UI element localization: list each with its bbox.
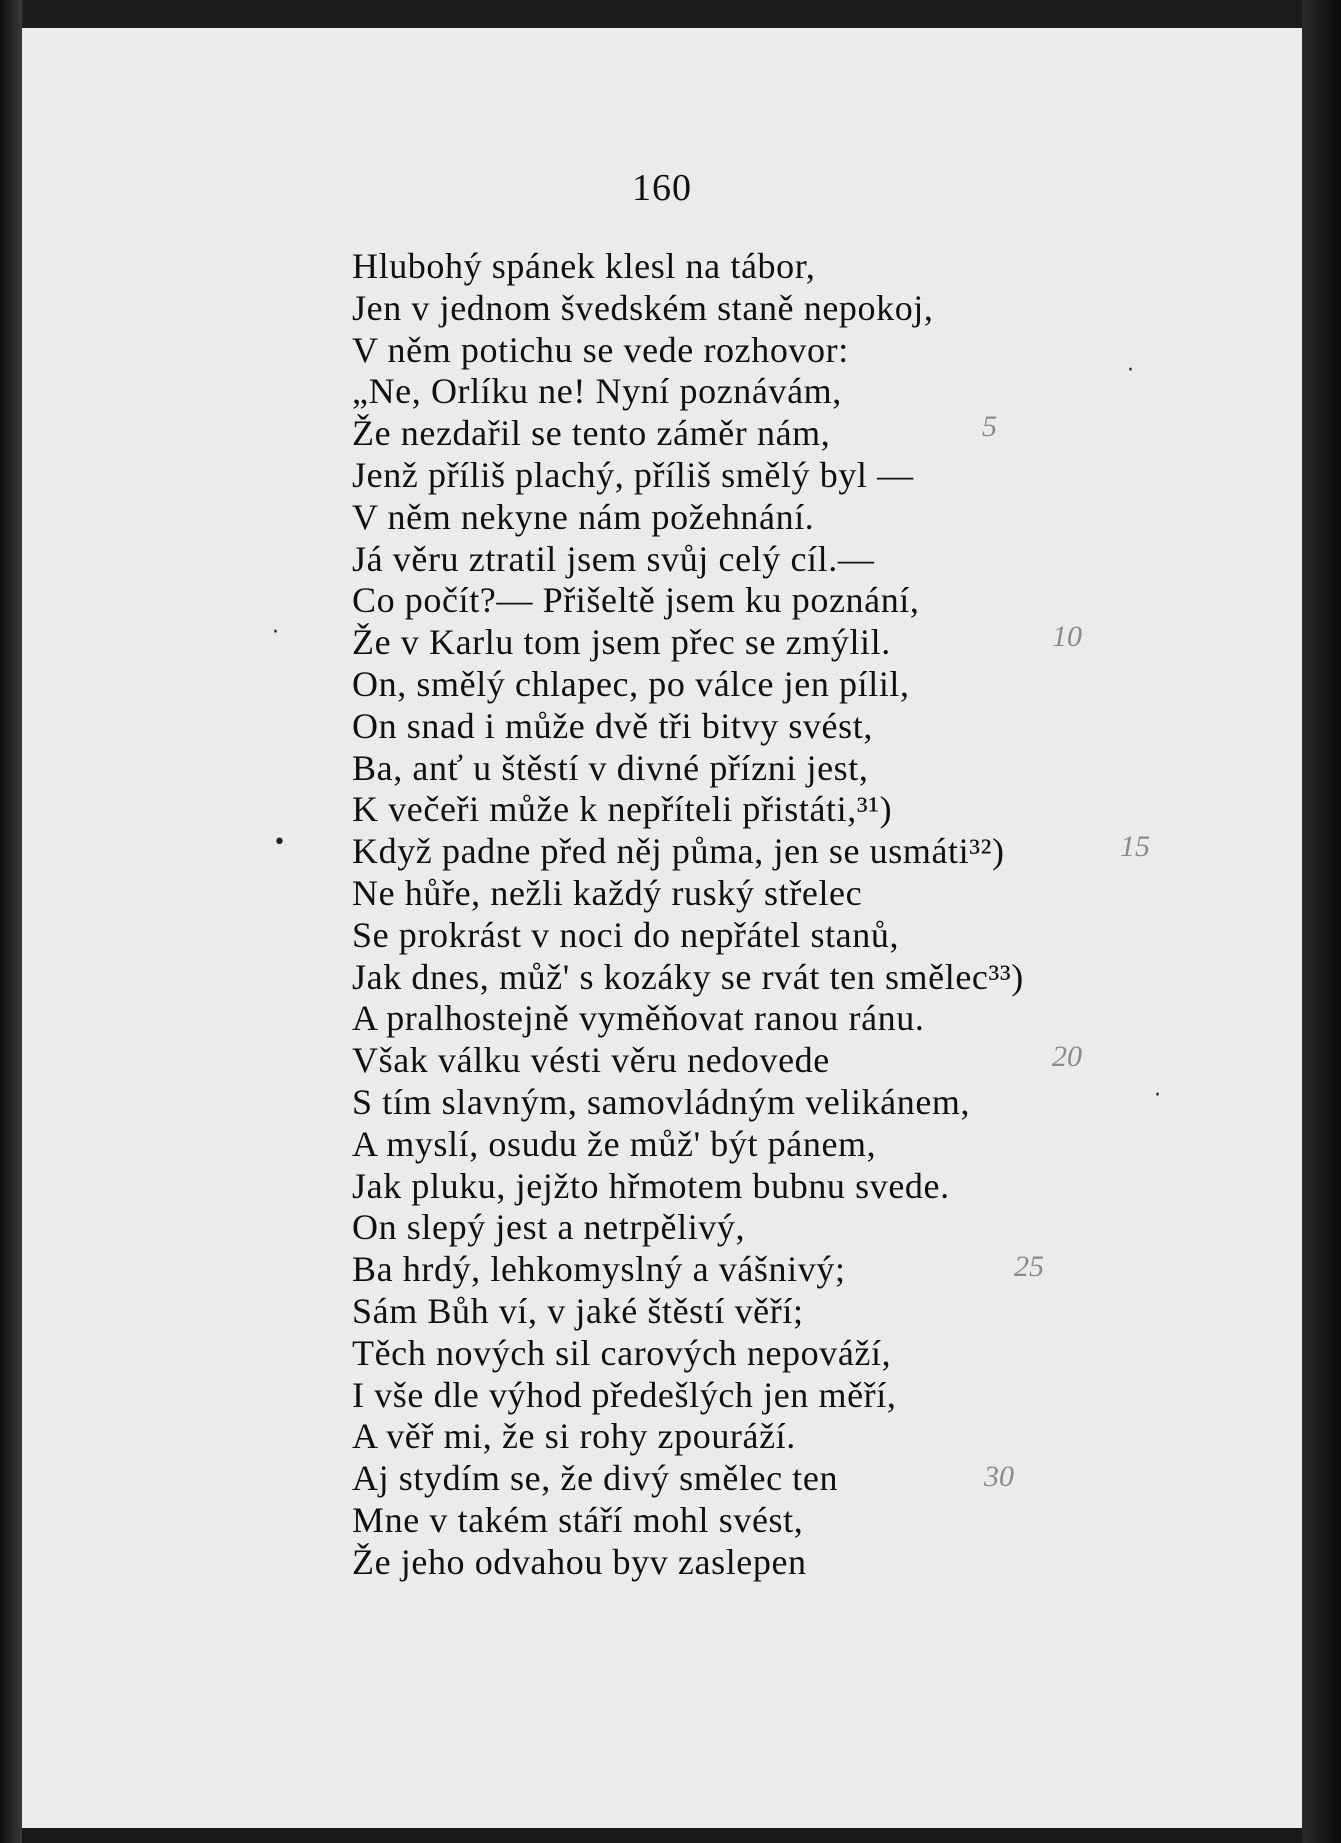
verse-line: Sám Bůh ví, v jaké štěstí věří; [352, 1290, 804, 1331]
verse-line: On snad i může dvě tři bitvy svést, [352, 705, 873, 746]
scan-left-border [0, 0, 22, 1843]
margin-line-mark: 25 [1014, 1250, 1044, 1283]
verse-line: V něm potichu se vede rozhovor: [352, 329, 849, 370]
verse-line: A pralhostejně vyměňovat ranou ránu. [352, 998, 925, 1039]
verse-line: A myslí, osudu že můž' být pánem, [352, 1123, 877, 1164]
verse-line: Se prokrást v noci do nepřátel stanů, [352, 914, 900, 955]
verse-line: Hlubohý spánek klesl na tábor, [352, 246, 816, 286]
verse-line: Jak dnes, můž' s kozáky se rvát ten smělec³³) [352, 956, 1024, 997]
verse-line: Ba, anť u štěstí v divné přízni jest, [352, 747, 869, 788]
scan-speck: · [1154, 1083, 1161, 1108]
verse-line: Těch nových sil carových nepováží, [352, 1332, 892, 1373]
margin-line-mark: 20 [1052, 1040, 1082, 1073]
verse-line: Mne v takém stáří mohl svést, [352, 1499, 804, 1540]
verse-line: I vše dle výhod předešlých jen měří, [352, 1374, 897, 1415]
verse-line: Jak pluku, jejžto hřmotem bubnu svede. [352, 1165, 950, 1206]
scan-top-border [0, 0, 1341, 28]
verse-line: V něm nekyne nám požehnání. [352, 496, 815, 537]
margin-line-mark: 15 [1120, 830, 1150, 863]
verse-line: Však válku vésti věru nedovede [352, 1040, 830, 1081]
scan-speck: · [272, 620, 279, 645]
verse-line: Jenž příliš plachý, příliš smělý byl — [352, 454, 914, 495]
scan-speck: • [273, 830, 286, 855]
scan-right-border [1302, 0, 1341, 1843]
verse-line: Když padne před něj půma, jen se usmáti³²) [352, 831, 1005, 872]
verse-line: Já věru ztratil jsem svůj celý cíl.— [352, 538, 875, 579]
verse-line: Že jeho odvahou byv zaslepen [352, 1541, 807, 1582]
verse-line: K večeři může k nepříteli přistáti,³¹) [352, 789, 893, 830]
verse-line: Co počít?— Přišeltě jsem ku poznání, [352, 580, 920, 621]
margin-line-mark: 10 [1052, 620, 1082, 653]
poem-verses [352, 246, 1024, 1584]
verse-line: Jen v jednom švedském staně nepokoj, [352, 287, 934, 328]
verse-line: Že v Karlu tom jsem přec se zmýlil. [352, 622, 891, 663]
verse-line: „Ne, Orlíku ne! Nyní poznávám, [352, 371, 842, 412]
verse-line: Že nezdařil se tento záměr nám, [352, 413, 831, 454]
verse-line: Ba hrdý, lehkomyslný a vášnivý; [352, 1249, 846, 1290]
scan-speck: · [1127, 358, 1134, 383]
verse-line: Aj stydím se, že divý smělec ten [352, 1458, 839, 1499]
verse-line: S tím slavným, samovládným velikánem, [352, 1081, 971, 1122]
margin-line-mark: 30 [984, 1460, 1014, 1493]
book-page [22, 28, 1302, 1828]
verse-line: On, smělý chlapec, po válce jen pílil, [352, 663, 910, 704]
verse-line: A věř mi, že si rohy zpouráží. [352, 1416, 796, 1457]
verse-line: On slepý jest a netrpělivý, [352, 1207, 746, 1248]
verse-line: Ne hůře, nežli každý ruský střelec [352, 872, 863, 913]
margin-line-mark: 5 [982, 410, 997, 443]
page-number: 160 [632, 167, 692, 209]
